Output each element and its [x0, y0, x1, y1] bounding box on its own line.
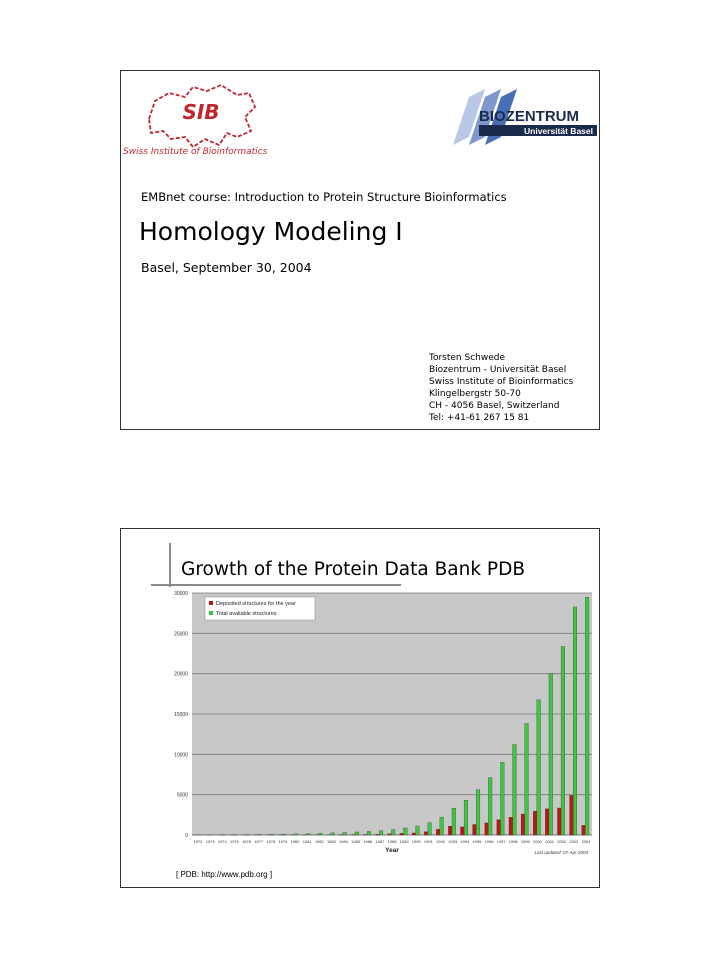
deposited-bar [424, 832, 428, 835]
x-axis-label: Year [385, 847, 399, 854]
total-bar [585, 597, 589, 835]
total-bar [258, 834, 262, 835]
y-tick-label: 15000 [174, 712, 188, 718]
biozentrum-logo-name: BIOZENTRUM [479, 108, 579, 125]
total-bar [500, 762, 504, 835]
deposited-bar [582, 825, 586, 835]
deposited-bar [521, 814, 525, 835]
source-footer: [ PDB: http://www.pdb.org ] [176, 870, 273, 879]
x-tick-label: 1977 [254, 839, 264, 844]
author-block [429, 352, 573, 424]
total-bar [464, 800, 468, 835]
legend-swatch [209, 601, 213, 605]
x-tick-label: 1997 [496, 839, 506, 844]
x-tick-label: 1979 [278, 839, 288, 844]
deposited-bar [473, 825, 477, 835]
x-tick-label: 1994 [460, 839, 470, 844]
author-line: Biozentrum - Universität Basel [429, 365, 567, 375]
y-tick-label: 30000 [174, 591, 188, 597]
deposited-bar [545, 809, 549, 835]
total-bar [525, 724, 529, 835]
deposited-bar [364, 834, 368, 835]
total-bar [476, 790, 480, 835]
x-tick-label: 2001 [545, 839, 555, 844]
total-bar [367, 831, 371, 835]
x-tick-label: 2004 [581, 839, 591, 844]
total-bar [549, 674, 553, 835]
x-tick-label: 1990 [411, 839, 421, 844]
legend-label: Total available structures [216, 611, 277, 617]
x-tick-label: 1972 [193, 839, 203, 844]
x-tick-label: 1988 [387, 839, 397, 844]
total-bar [561, 646, 565, 835]
total-bar [331, 833, 335, 835]
deposited-bar [509, 817, 513, 835]
x-tick-label: 1993 [448, 839, 458, 844]
author-line: Klingelbergstr 50-70 [429, 389, 521, 399]
deposited-bar [436, 829, 440, 835]
total-bar [391, 830, 395, 835]
y-tick-label: 0 [185, 833, 188, 839]
pdb-growth-chart [161, 589, 597, 873]
author-line: Tel: +41-61 267 15 81 [429, 413, 530, 423]
sib-logo [141, 79, 261, 151]
total-bar [404, 828, 408, 835]
total-bar [270, 834, 274, 835]
y-tick-label: 10000 [174, 752, 188, 759]
deposited-bar [400, 833, 404, 835]
total-bar [319, 833, 323, 835]
x-tick-label: 2003 [569, 839, 579, 844]
sib-caption: Swiss Institute of Bioinformatics [123, 147, 268, 157]
x-tick-label: 1986 [363, 839, 373, 844]
title-slide [120, 70, 600, 430]
y-tick-label: 25000 [174, 631, 188, 638]
x-tick-label: 1999 [520, 839, 530, 844]
x-tick-label: 1995 [472, 839, 482, 844]
deposited-bar [448, 826, 452, 835]
x-tick-label: 1983 [326, 839, 336, 844]
total-bar [294, 834, 298, 835]
deposited-bar [485, 823, 489, 835]
x-tick-label: 1989 [399, 839, 409, 844]
total-bar [355, 832, 359, 835]
author-line: CH - 4056 Basel, Switzerland [429, 401, 560, 411]
biozentrum-logo [439, 89, 599, 147]
total-bar [379, 831, 383, 835]
total-bar [428, 823, 432, 835]
course-line: EMBnet course: Introduction to Protein Structure Bioinformatics [141, 190, 507, 204]
x-tick-label: 2000 [533, 839, 542, 844]
deposited-bar [570, 795, 574, 835]
x-tick-label: 1992 [436, 839, 445, 844]
total-bar [282, 834, 286, 835]
x-tick-label: 1982 [314, 839, 324, 844]
legend-swatch [209, 611, 213, 615]
x-tick-label: 1987 [375, 839, 385, 844]
total-bar [573, 607, 577, 835]
total-bar [452, 808, 456, 835]
x-tick-label: 2002 [557, 839, 567, 844]
slide-title: Homology Modeling I [139, 217, 403, 246]
deposited-bar [557, 808, 561, 835]
title-decoration [151, 584, 401, 586]
deposited-bar [460, 827, 464, 835]
x-tick-label: 1996 [484, 839, 494, 844]
x-tick-label: 1978 [266, 839, 276, 844]
deposited-bar [412, 833, 416, 835]
author-line: Torsten Schwede [429, 353, 506, 363]
x-tick-label: 1984 [339, 839, 348, 844]
x-tick-label: 1980 [290, 839, 300, 844]
total-bar [416, 826, 420, 835]
deposited-bar [533, 811, 537, 835]
x-tick-label: 1998 [508, 839, 518, 844]
title-decoration [169, 543, 171, 587]
deposited-bar [388, 834, 392, 835]
x-tick-label: 1974 [217, 839, 227, 844]
x-tick-label: 1973 [205, 839, 215, 844]
slide-subtitle: Basel, September 30, 2004 [141, 260, 312, 275]
y-tick-label: 20000 [174, 671, 188, 678]
slide-title: Growth of the Protein Data Bank PDB [181, 559, 526, 580]
total-bar [537, 700, 541, 835]
x-tick-label: 1991 [423, 839, 433, 844]
total-bar [307, 834, 311, 835]
total-bar [440, 817, 444, 835]
x-tick-label: 1975 [229, 839, 239, 844]
total-bar [488, 778, 492, 835]
biozentrum-logo-sub: Universität Basel [524, 126, 593, 136]
x-tick-label: 1985 [351, 839, 361, 844]
y-tick-label: 5000 [176, 792, 188, 799]
x-tick-label: 1976 [242, 839, 251, 844]
total-bar [343, 832, 347, 835]
deposited-bar [376, 834, 380, 835]
last-updated-note: Last updated: 07-Apr-2004 [534, 850, 588, 855]
deposited-bar [497, 820, 501, 835]
legend-label: Deposited structures for the year [216, 601, 296, 607]
sib-logo-text: SIB [182, 100, 220, 124]
chart-slide [120, 528, 600, 888]
author-line: Swiss Institute of Bioinformatics [429, 377, 574, 387]
x-tick-label: 1981 [302, 839, 312, 844]
total-bar [513, 744, 517, 835]
